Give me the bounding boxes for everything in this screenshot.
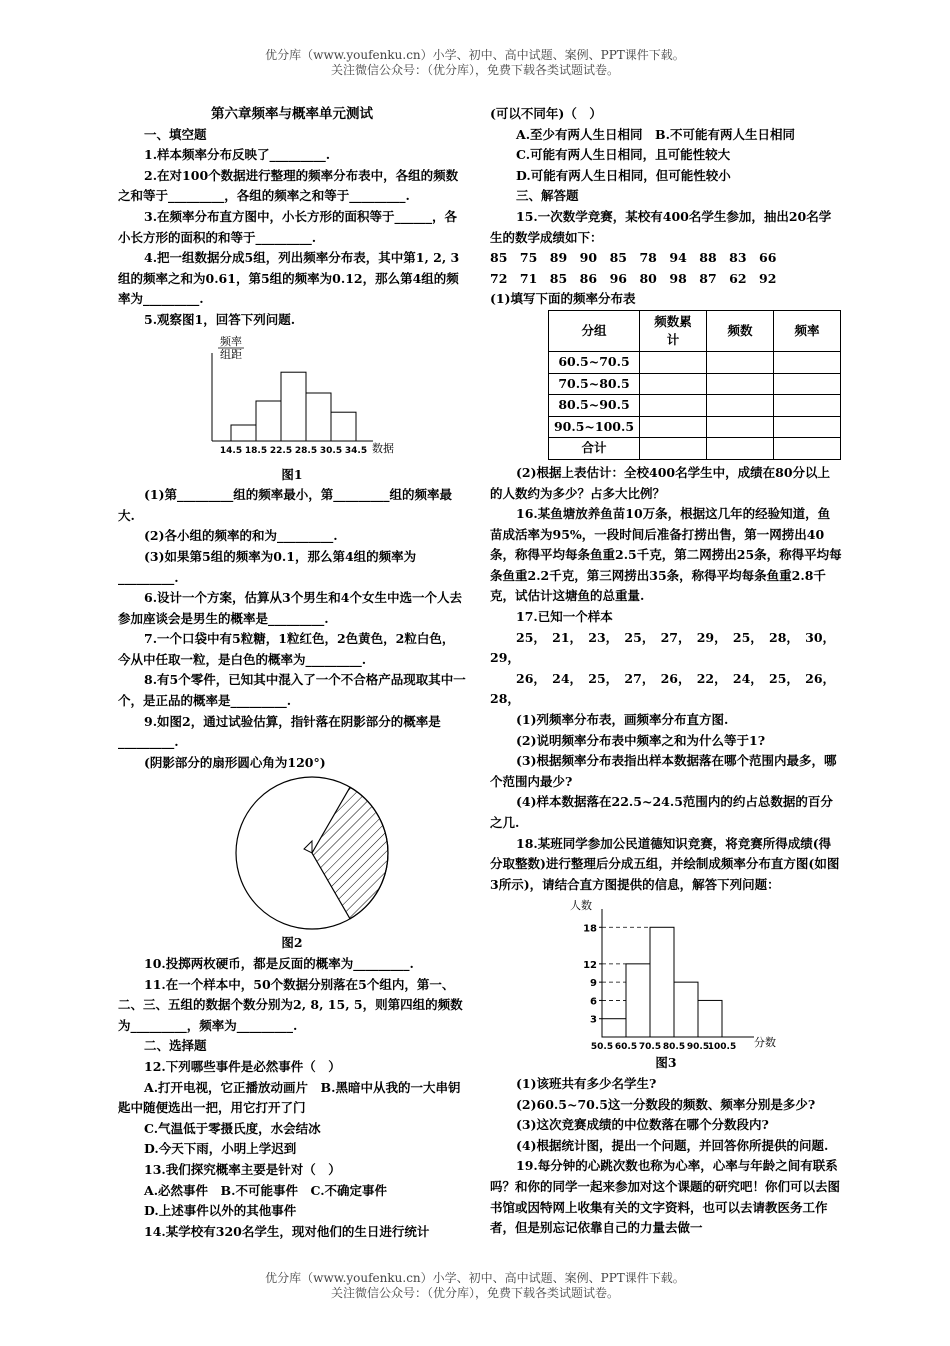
question-18: 18.某班同学参加公民道德知识竞赛，将竞赛所得成绩(得分取整数)进行整理后分成五组，并绘制成频率分布直方图(如图3所示)，请结合直方图提供的信息，解答下列问题： (490, 835, 840, 892)
fig3-y-tick: 6 (590, 996, 597, 1008)
question-14-option-d: D.可能有两人生日相同，但可能性较小 (516, 167, 731, 183)
question-15-2: (2)根据上表估计：全校400名学生中，成绩在80分以上的人数约为多少？占多大比例？ (490, 464, 831, 501)
table-row (549, 395, 841, 417)
question-5-1: (1)第_________组的频率最小，第_________组的频率最大. (118, 487, 453, 523)
question-13-option-d: D.上述事件以外的其他事件 (144, 1203, 297, 1219)
table-cell (707, 438, 774, 460)
question-17-4: (4)样本数据落在22.5~24.5范围内的约占总数据的百分之几. (490, 794, 833, 830)
section-answer: 三、解答题 (516, 188, 579, 204)
table-row (549, 416, 841, 438)
header-line-1: 优分库（www.youfenku.cn）小学、初中、高中试题、案例、PPT课件下载。 (265, 48, 685, 62)
fig3-bar (626, 964, 650, 1037)
table-cell: 合计 (549, 438, 640, 460)
fig3-y-tick: 18 (583, 923, 597, 935)
fig1-x-tick: 34.5 (344, 445, 368, 456)
table-header-row (549, 310, 841, 351)
table-cell (640, 373, 707, 395)
question-18-3: (3)这次竞赛成绩的中位数落在哪个分数段内? (516, 1117, 769, 1133)
fig3-y-tick: 3 (590, 1015, 597, 1027)
fig1-x-tick: 22.5 (269, 445, 293, 456)
question-18-2: (2)60.5~70.5这一分数段的频数、频率分别是多少? (516, 1096, 816, 1112)
fig3-xlabel: 分数 (754, 1036, 776, 1050)
question-10: 10.投掷两枚硬币，都是反面的概率为_________. (144, 956, 414, 972)
table-cell (774, 351, 841, 373)
header-line-2: 关注微信公众号：（优分库），免费下载各类试题试卷。 (330, 63, 619, 77)
footer-line-2: 关注微信公众号：（优分库），免费下载各类试题试卷。 (330, 1286, 619, 1300)
question-15: 15.一次数学竞赛，某校有400名学生参加，抽出20名学生的数学成绩如下： (490, 208, 832, 245)
table-cell: 70.5~80.5 (549, 373, 640, 395)
question-14-continued: (可以不同年)（ ） (490, 106, 602, 121)
question-8: 8.有5个零件，已知其中混入了一个不合格产品现取其中一个，是正品的概率是_________. (118, 672, 466, 709)
table-row (549, 373, 841, 395)
fig1-bar (281, 372, 306, 441)
question-3: 3.在频率分布直方图中，小长方形的面积等于______，各小长方形的面积的和等于_________. (118, 208, 458, 245)
question-12-option-d: D.今天下雨，小明上学迟到 (144, 1141, 297, 1157)
question-5-3: (3)如果第5组的频率为0.1，那么第4组的频率为_________. (118, 548, 417, 585)
table-cell (707, 373, 774, 395)
table-cell: 60.5~70.5 (549, 351, 640, 373)
table-cell (774, 438, 841, 460)
table-header-cell: 频率 (774, 310, 841, 351)
fig3-bar (602, 1019, 626, 1037)
question-17-3: (3)根据频率分布表指出样本数据落在哪个范围内最多，哪个范围内最少? (490, 753, 837, 789)
fig3-bar (698, 1001, 722, 1038)
table-row (549, 351, 841, 373)
fig1-bar (256, 401, 281, 441)
fig1-xlabel: 数据 (372, 441, 394, 455)
fig1-ylabel-top: 频率 (220, 334, 242, 348)
figure-2-spinner (118, 773, 466, 933)
fig1-ylabel-bottom: 组距 (220, 347, 242, 361)
fig1-x-tick: 28.5 (294, 445, 318, 456)
table-cell (640, 395, 707, 417)
figure-3-histogram (490, 895, 842, 1053)
question-17-1: (1)列频率分布表，画频率分布直方图. (516, 712, 729, 728)
question-12-options-ab: A.打开电视，它正播放动画片 B.黑暗中从我的一大串钥匙中随便选出一把，用它打开了门 (118, 1079, 461, 1116)
table-header-cell: 频数 (707, 310, 774, 351)
fig1-x-tick: 18.5 (244, 445, 268, 456)
question-5: 5.观察图1，回答下列问题. (144, 311, 296, 327)
section-fill-blank: 一、填空题 (144, 126, 207, 142)
question-17-data-2: 26， 24， 25， 27， 26， 22， 24， 25， 26， 28， (490, 670, 842, 707)
table-cell: 80.5~90.5 (549, 395, 640, 417)
figure-3-caption: 图3 (655, 1055, 677, 1071)
figure-2-caption: 图2 (281, 935, 303, 951)
table-cell (640, 438, 707, 460)
question-16: 16.某鱼塘放养鱼苗10万条，根据这几年的经验知道，鱼苗成活率为95%，一段时间后准备打捞出售，第一网捞出40条，称得平均每条鱼重2.5千克，第二网捞出25条，称得平均每条鱼重2.2千克，第三网捞出35条，称得平均每条鱼重2.8千克，试估计这塘鱼的总重量. (490, 506, 842, 604)
question-18-1: (1)该班共有多少名学生? (516, 1075, 657, 1091)
figure-1-caption: 图1 (281, 466, 303, 482)
fig3-y-tick: 12 (583, 960, 597, 972)
question-13: 13.我们探究概率主要是针对（ ） (144, 1161, 341, 1177)
frequency-table (548, 310, 841, 460)
fig3-x-tick: 50.5 (590, 1042, 614, 1053)
question-17-data-1: 25， 21， 23， 25， 27， 29， 25， 28， 30， 29， (490, 629, 842, 666)
table-header-cell: 分组 (549, 310, 640, 351)
table-cell (707, 395, 774, 417)
question-15-data-2: 72 71 85 86 96 80 98 87 62 92 (490, 270, 777, 286)
fig3-x-tick: 60.5 (614, 1042, 638, 1053)
figure-1-histogram (118, 331, 466, 465)
page-footer (0, 1271, 950, 1301)
question-12-option-c: C.气温低于零摄氏度，水会结冰 (144, 1120, 321, 1136)
table-cell: 90.5~100.5 (549, 416, 640, 438)
question-17: 17.已知一个样本 (516, 609, 613, 625)
question-11: 11.在一个样本中，50个数据分别落在5个组内，第一、二、三、五组的数据个数分别为2, 8, 15, 5，则第四组的频数为_________，频率为_________. (118, 976, 463, 1033)
left-column (118, 104, 466, 1242)
fig3-bar (674, 983, 698, 1038)
fig3-y-tick: 9 (590, 978, 597, 990)
fig3-x-tick: 100.5 (707, 1042, 737, 1053)
fig3-x-tick: 80.5 (662, 1042, 686, 1053)
fig3-ylabel: 人数 (570, 899, 592, 913)
table-row (549, 438, 841, 460)
question-1: 1.样本频率分布反映了_________. (144, 147, 331, 163)
question-9-note: (阴影部分的扇形圆心角为120°) (144, 754, 326, 770)
fig1-x-tick: 14.5 (219, 445, 243, 456)
question-12: 12.下列哪些事件是必然事件（ ） (144, 1059, 341, 1074)
question-4: 4.把一组数据分成5组，列出频率分布表，其中第1, 2, 3组的频率之和为0.61，第5组的频率为0.12，那么第4组的频率为_________. (118, 250, 460, 307)
question-18-4: (4)根据统计图，提出一个问题，并回答你所提供的问题. (516, 1137, 829, 1153)
fig3-x-tick: 70.5 (638, 1042, 662, 1053)
fig1-bar (231, 425, 256, 441)
table-header-text: 频数累计 (654, 313, 692, 347)
footer-line-1: 优分库（www.youfenku.cn）小学、初中、高中试题、案例、PPT课件下载。 (265, 1271, 685, 1285)
table-cell (707, 351, 774, 373)
question-2: 2.在对100个数据进行整理的频率分布表中，各组的频数之和等于_________，各组的频率之和等于_________. (118, 167, 459, 204)
question-14-option-ab: A.至少有两人生日相同 B.不可能有两人生日相同 (516, 126, 795, 142)
page-header (0, 48, 950, 78)
question-14: 14.某学校有320名学生，现对他们的生日进行统计 (144, 1223, 430, 1239)
table-header-cell (640, 310, 707, 351)
question-15-data-1: 85 75 89 90 85 78 94 88 83 66 (490, 250, 777, 266)
question-7: 7.一个口袋中有5粒糖，1粒红色，2色黄色，2粒白色，今从中任取一粒，是白色的概率为_________. (118, 631, 455, 667)
question-6: 6.设计一个方案，估算从3个男生和4个女生中选一个人去参加座谈会是男生的概率是_________. (118, 590, 462, 626)
fig1-bar (331, 412, 356, 441)
question-15-1: (1)填写下面的频率分布表 (490, 291, 636, 307)
section-choice: 二、选择题 (144, 1038, 207, 1054)
table-cell (640, 351, 707, 373)
question-9: 9.如图2，通过试验估算，指针落在阴影部分的概率是_________. (118, 713, 441, 750)
question-13-options-abc: A.必然事件 B.不可能事件 C.不确定事件 (144, 1182, 388, 1198)
table-cell (640, 416, 707, 438)
right-column (490, 104, 842, 1239)
fig3-bar (650, 928, 674, 1038)
table-cell (774, 373, 841, 395)
fig1-x-tick: 30.5 (319, 445, 343, 456)
table-cell (774, 416, 841, 438)
page-title: 第六章频率与概率单元测试 (211, 106, 373, 122)
question-5-2: (2)各小组的频率的和为_________. (144, 528, 338, 544)
fig3-x-tick: 90.5 (686, 1042, 710, 1053)
table-cell (707, 416, 774, 438)
table-cell (774, 395, 841, 417)
fig1-bar (306, 393, 331, 441)
question-19: 19.每分钟的心跳次数也称为心率，心率与年龄之间有联系吗？和你的同学一起来参加对这个课题的研究吧！你们可以去图书馆或因特网上收集有关的文字资料，也可以去请教医务工作者，但是别忘记依靠自己的力量去做一 (490, 1158, 841, 1236)
question-17-2: (2)说明频率分布表中频率之和为什么等于1? (516, 732, 766, 748)
question-14-option-c: C.可能有两人生日相同，且可能性较大 (516, 147, 731, 163)
